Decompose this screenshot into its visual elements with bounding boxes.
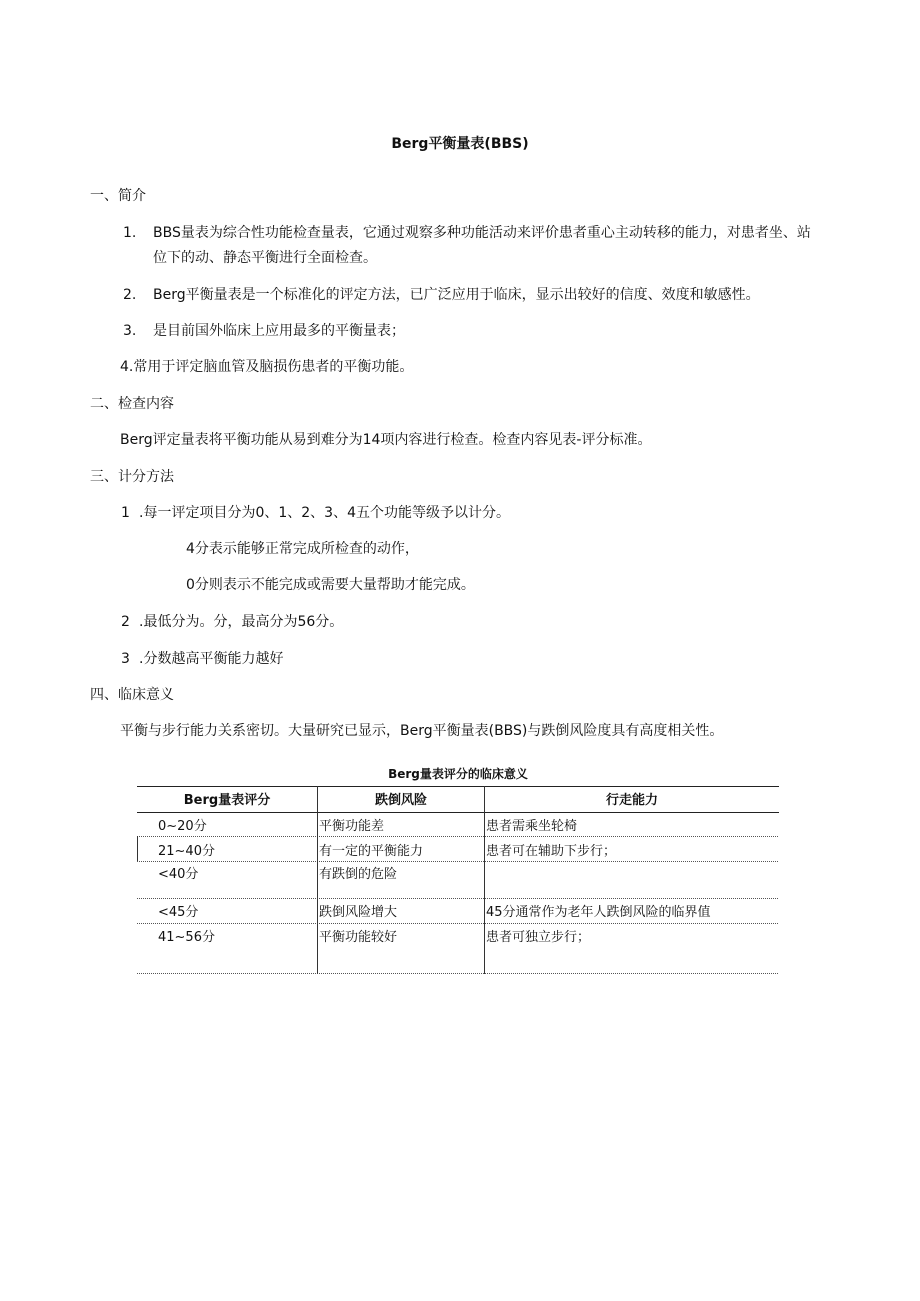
table-row-divider — [137, 861, 779, 862]
list-item-number: 3 — [121, 651, 130, 667]
table-cell-walking: 患者可在辅助下步行； — [486, 844, 617, 859]
table-caption: Berg量表评分的临床意义 — [388, 767, 528, 781]
list-item-number: 2 — [121, 614, 130, 630]
section-heading-intro: 一、简介 — [90, 188, 146, 204]
list-item-number: 2. — [123, 287, 137, 303]
table-cell-risk: 平衡功能较好 — [319, 930, 398, 945]
list-item-text: .分数越高平衡能力越好 — [139, 651, 284, 667]
table-top-rule — [137, 786, 779, 787]
section-heading-clinical: 四、临床意义 — [90, 687, 174, 703]
list-item-number: 3. — [123, 323, 137, 339]
section-heading-content: 二、检查内容 — [90, 396, 174, 412]
list-item-number: 1. — [123, 225, 137, 241]
table-left-border — [137, 836, 138, 861]
list-item-text: .每一评定项目分为0、1、2、3、4五个功能等级予以计分。 — [139, 505, 510, 521]
list-item-number: 1 — [121, 505, 130, 521]
table-cell-risk: 有一定的平衡能力 — [319, 844, 424, 859]
table-cell-score: <45分 — [158, 905, 199, 920]
table-header-fall-risk: 跌倒风险 — [374, 793, 427, 808]
list-item-text: 是目前国外临床上应用最多的平衡量表； — [153, 323, 405, 339]
table-header-score: Berg量表评分 — [183, 793, 271, 808]
list-item-text: .最低分为。分，最高分为56分。 — [139, 614, 344, 630]
table-cell-score: 0~20分 — [158, 819, 207, 834]
list-item-text: BBS量表为综合性功能检查量表，它通过观察多种功能活动来评价患者重心主动转移的能力，对患者坐、站 — [153, 225, 811, 241]
table-row-divider — [137, 836, 779, 837]
paragraph: Berg评定量表将平衡功能从易到难分为14项内容进行检查。检查内容见表-评分标准。 — [120, 432, 652, 448]
table-cell-walking: 患者可独立步行； — [486, 930, 591, 945]
table-bottom-rule — [137, 973, 779, 974]
list-item-text-continuation: 位下的动、静态平衡进行全面检查。 — [153, 250, 377, 266]
list-item-text: Berg平衡量表是一个标准化的评定方法，已广泛应用于临床，显示出较好的信度、效度和敏感性。 — [153, 287, 760, 303]
table-row-divider — [137, 898, 779, 899]
page-title: Berg平衡量表(BBS) — [391, 136, 529, 152]
table-header-rule — [137, 812, 779, 813]
table-cell-score: <40分 — [158, 867, 199, 882]
section-heading-scoring: 三、计分方法 — [90, 469, 174, 485]
table-cell-score: 21~40分 — [158, 844, 215, 859]
paragraph: 平衡与步行能力关系密切。大量研究已显示，Berg平衡量表(BBS)与跌倒风险度具有高度相关性。 — [120, 723, 724, 739]
list-subitem-text: 4分表示能够正常完成所检查的动作， — [186, 541, 419, 557]
table-cell-walking: 45分通常作为老年人跌倒风险的临界值 — [486, 905, 711, 920]
table-cell-score: 41~56分 — [158, 930, 215, 945]
list-subitem-text: 0分则表示不能完成或需要大量帮助才能完成。 — [186, 577, 475, 593]
table-header-walking: 行走能力 — [605, 793, 658, 808]
table-cell-risk: 平衡功能差 — [319, 819, 385, 834]
table-cell-walking: 患者需乘坐轮椅 — [486, 819, 578, 834]
table-cell-risk: 有跌倒的危险 — [319, 867, 398, 882]
table-column-divider — [484, 786, 485, 974]
table-row-divider — [137, 923, 779, 924]
table-column-divider — [317, 786, 318, 974]
table-cell-risk: 跌倒风险增大 — [319, 905, 398, 920]
list-item-text: 4.常用于评定脑血管及脑损伤患者的平衡功能。 — [120, 359, 414, 375]
